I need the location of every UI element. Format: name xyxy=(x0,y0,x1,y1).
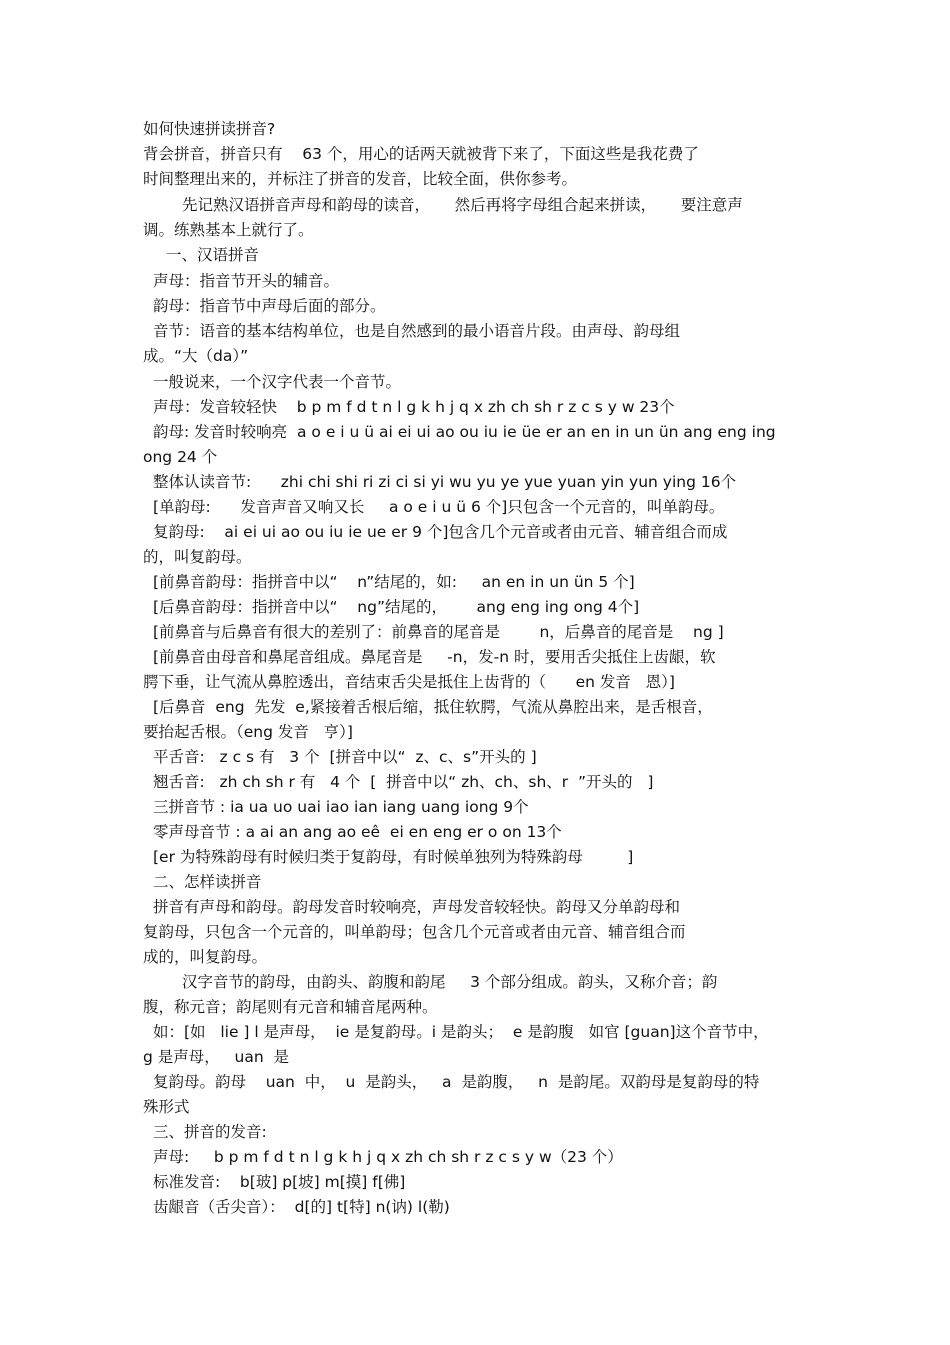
text-line: 成的，叫复韵母。 xyxy=(143,948,268,966)
text-line: [er 为特殊韵母有时候归类于复韵母，有时候单独列为特殊韵母 ] xyxy=(153,848,634,866)
text-line: 拼音有声母和韵母。韵母发音时较响亮，声母发音较轻快。韵母又分单韵母和 xyxy=(153,898,681,916)
text-line: [后鼻音韵母：指拼音中以“ ng”结尾的， ang eng ing ong 4个] xyxy=(153,598,640,616)
text-line: 韵母: 发音时较响亮 a o e i u ü ai ei ui ao ou iu ie üe er an en in un ün ang eng ing xyxy=(153,423,776,441)
text-line: 调。练熟基本上就行了。 xyxy=(143,221,314,239)
text-line: 齿龈音（舌尖音）： d[的] t[特] n(讷) l(勒) xyxy=(153,1198,450,1216)
text-line: [后鼻音 eng 先发 e,紧接着舌根后缩，抵住软腭，气流从鼻腔出来，是舌根音， xyxy=(153,698,713,716)
text-line: 平舌音: z c s 有 3 个 [拼音中以“ z、c、s”开头的 ] xyxy=(153,748,537,766)
text-line: 三拼音节 : ia ua uo uai iao ian iang uang iong 9个 xyxy=(153,798,529,816)
text-line: 声母：指音节开头的辅音。 xyxy=(153,272,340,290)
text-line: 一般说来，一个汉字代表一个音节。 xyxy=(153,373,402,391)
text-line: 翘舌音: zh ch sh r 有 4 个 [ 拼音中以“ zh、ch、sh、r ”开头的 ] xyxy=(153,773,654,791)
text-line: g 是声母， uan 是 xyxy=(143,1048,290,1066)
document-title: 如何快速拼读拼音? xyxy=(143,120,276,138)
text-line: 韵母：指音节中声母后面的部分。 xyxy=(153,297,386,315)
text-line: 要抬起舌根。（eng 发音 亨）] xyxy=(143,723,353,741)
text-line: 复韵母: ai ei ui ao ou iu ie ue er 9 个]包含几个元音或者由元音、辅音组合而成 xyxy=(153,523,728,541)
text-line: 时间整理出来的，并标注了拼音的发音，比较全面，供你参考。 xyxy=(143,170,578,188)
text-line: 声母: b p m f d t n l g k h j q x zh ch sh r z c s y w（23 个） xyxy=(153,1148,623,1166)
text-line: [前鼻音韵母：指拼音中以“ n”结尾的，如: an en in un ün 5 个] xyxy=(153,573,635,591)
text-line: 成。“大（da）” xyxy=(143,347,249,365)
text-line: 腭下垂，让气流从鼻腔透出，音结束舌尖是抵住上齿背的（ en 发音 恩）] xyxy=(143,673,675,691)
text-line: 先记熟汉语拼音声母和韵母的读音， 然后再将字母组合起来拼读， 要注意声 xyxy=(182,196,743,214)
text-line: 背会拼音，拼音只有 63 个，用心的话两天就被背下来了，下面这些是我花费了 xyxy=(143,145,699,163)
text-line: 音节：语音的基本结构单位，也是自然感到的最小语音片段。由声母、韵母组 xyxy=(153,322,681,340)
text-line: 腹，称元音；韵尾则有元音和辅音尾两种。 xyxy=(143,998,438,1016)
text-line: 零声母音节 : a ai an ang ao eê ei en eng er o on 13个 xyxy=(153,823,562,841)
section-heading: 二、怎样读拼音 xyxy=(153,873,262,891)
text-line: 复韵母，只包含一个元音的，叫单韵母；包含几个元音或者由元音、辅音组合而 xyxy=(143,923,686,941)
text-line: 殊形式 xyxy=(143,1098,190,1116)
text-line: 汉字音节的韵母，由韵头、韵腹和韵尾 3 个部分组成。韵头，又称介音；韵 xyxy=(182,973,718,991)
text-line: 复韵母。韵母 uan 中， u 是韵头， a 是韵腹， n 是韵尾。双韵母是复韵母的特 xyxy=(153,1073,760,1091)
text-line: 标准发音: b[玻] p[坡] m[摸] f[佛] xyxy=(153,1173,406,1191)
text-line: 的，叫复韵母。 xyxy=(143,548,252,566)
text-line: 如：[如 lie ] l 是声母， ie 是复韵母。i 是韵头； e 是韵腹 如官 [guan]这个音节中， xyxy=(153,1023,769,1041)
section-heading: 一、汉语拼音 xyxy=(166,246,260,264)
text-line: [单韵母: 发音声音又响又长 a o e i u ü 6 个]只包含一个元音的，叫单韵母。 xyxy=(153,498,725,516)
text-line: 声母：发音较轻快 b p m f d t n l g k h j q x zh ch sh r z c s y w 23个 xyxy=(153,398,675,416)
text-line: ong 24 个 xyxy=(143,448,218,466)
text-line: [前鼻音与后鼻音有很大的差别了：前鼻音的尾音是 n，后鼻音的尾音是 ng ] xyxy=(153,623,724,641)
text-line: 整体认读音节: zhi chi shi ri zi ci si yi wu yu ye yue yuan yin yun ying 16个 xyxy=(153,473,737,491)
section-heading: 三、拼音的发音: xyxy=(153,1123,267,1141)
text-line: [前鼻音由母音和鼻尾音组成。鼻尾音是 -n，发-n 时，要用舌尖抵住上齿龈，软 xyxy=(153,648,716,666)
